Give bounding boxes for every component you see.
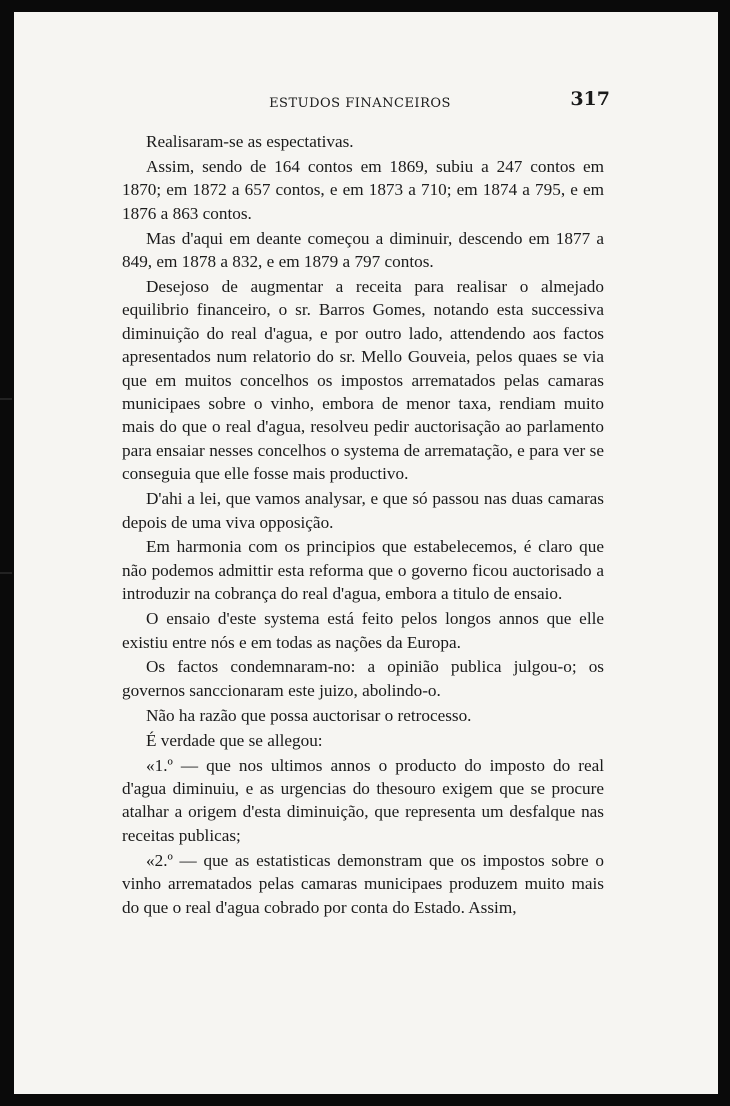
paragraph: O ensaio d'este systema está feito pelos longos annos que elle existiu entre nós e em todas as nações da Europa. bbox=[122, 609, 604, 652]
paragraph: Em harmonia com os principios que estabelecemos, é claro que não podemos admittir esta reforma que o governo ficou auctorisado a introduzir na cobrança do real d'agua, embora a titulo de ensaio. bbox=[122, 537, 604, 604]
paragraph: Os factos condemnaram-no: a opinião publica julgou-o; os governos sanccionaram este juizo, abolindo-o. bbox=[122, 657, 604, 700]
paragraph: Desejoso de augmentar a receita para realisar o almejado equilibrio financeiro, o sr. Barros Gomes, notando esta successiva diminuição do real d'agua, e por outro lado, attendendo aos factos apresentados num relatorio do sr. Mello Gouveia, pelos quaes se via que em muitos concelhos os impostos arrematados pelas camaras municipaes sobre o vinho, embora de menor taxa, rendiam muito mais do que o real d'agua, resolveu pedir auctorisação ao parlamento para ensaiar nesses concelhos o systema de arrematação, e para ver se conseguia que elle fosse mais productivo. bbox=[122, 276, 604, 484]
page-number: 317 bbox=[570, 88, 610, 110]
paragraph: Mas d'aqui em deante começou a diminuir, descendo em 1877 a 849, em 1878 a 832, e em 1879 a 797 contos. bbox=[122, 228, 604, 272]
paragraph: D'ahi a lei, que vamos analysar, e que só passou nas duas camaras depois de uma viva opposição. bbox=[122, 489, 604, 532]
scan-margin-mark bbox=[0, 398, 12, 400]
paragraph: «1.º — que nos ultimos annos o producto do imposto do real d'agua diminuiu, e as urgencias do thesouro exigem que se procure atalhar a origem d'esta diminuição, que representa um desfalque nas receitas publicas; bbox=[122, 755, 604, 845]
paragraph: Realisaram-se as espectativas. bbox=[146, 132, 354, 151]
paragraph: Assim, sendo de 164 contos em 1869, subiu a 247 contos em 1870; em 1872 a 657 contos, e em 1873 a 710; em 1874 a 795, e em 1876 a 863 contos. bbox=[122, 156, 604, 223]
paragraph: «2.º — que as estatisticas demonstram que os impostos sobre o vinho arrematados pelas camaras municipaes produzem muito mais do que o real d'agua cobrado por conta do Estado. Assim, bbox=[122, 850, 604, 917]
paragraph: Não ha razão que possa auctorisar o retrocesso. bbox=[146, 705, 472, 725]
scan-margin-mark bbox=[0, 572, 12, 574]
running-title: ESTUDOS FINANCEIROS bbox=[269, 96, 451, 111]
book-page bbox=[14, 12, 718, 1094]
paragraph: É verdade que se allegou: bbox=[146, 730, 323, 750]
running-header bbox=[108, 88, 612, 118]
body-text bbox=[122, 130, 604, 920]
